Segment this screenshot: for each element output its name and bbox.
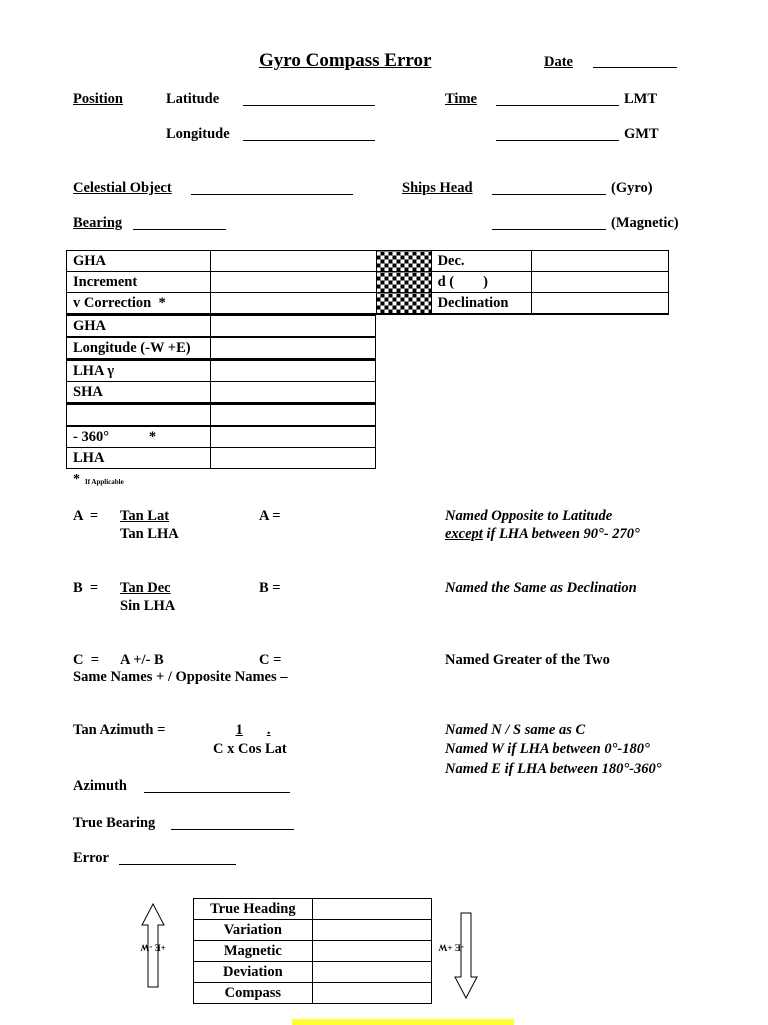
lmt-label: LMT bbox=[624, 91, 658, 107]
true-heading-label: True Heading bbox=[194, 899, 313, 920]
ships-head-magnetic-field[interactable] bbox=[492, 229, 606, 230]
table-row bbox=[67, 293, 669, 315]
footnote-star: * bbox=[73, 472, 80, 487]
arrow-down-label: -E +W bbox=[438, 942, 464, 953]
arrow-down-icon bbox=[453, 912, 479, 1000]
table-row bbox=[67, 316, 376, 338]
azimuth-note-3: Named E if LHA between 180°-360° bbox=[445, 761, 662, 777]
position-label: Position bbox=[73, 91, 123, 107]
table-row bbox=[194, 962, 432, 983]
declination-value-cell[interactable] bbox=[531, 293, 668, 315]
longitude-field[interactable] bbox=[243, 140, 375, 141]
date-field[interactable] bbox=[593, 67, 677, 68]
table-row bbox=[194, 983, 432, 1004]
formula-b-lhs: B = bbox=[73, 580, 99, 596]
table-row bbox=[67, 251, 669, 272]
gha-value-cell[interactable] bbox=[211, 251, 376, 272]
lha-aries-cell[interactable] bbox=[210, 360, 375, 382]
gha-total-cell[interactable] bbox=[210, 316, 375, 338]
azimuth-note-1: Named N / S same as C bbox=[445, 722, 586, 738]
gmt-label: GMT bbox=[624, 126, 659, 142]
lmt-field[interactable] bbox=[496, 105, 619, 106]
formula-c-sub: Same Names + / Opposite Names – bbox=[73, 669, 288, 685]
heading-table bbox=[193, 898, 432, 1004]
d-correction-label: d ( ) bbox=[431, 272, 531, 293]
footnote-text: If Applicable bbox=[85, 478, 124, 486]
table-row bbox=[67, 360, 376, 382]
latitude-label: Latitude bbox=[166, 91, 220, 107]
azimuth-field[interactable] bbox=[144, 792, 290, 793]
lha-aries-label: LHA γ bbox=[67, 360, 211, 382]
sha-cell[interactable] bbox=[210, 382, 375, 404]
table-row bbox=[194, 920, 432, 941]
except-text: except bbox=[445, 526, 483, 542]
true-bearing-field[interactable] bbox=[171, 829, 294, 830]
d-correction-value-cell[interactable] bbox=[531, 272, 668, 293]
magnetic-heading-cell[interactable] bbox=[312, 941, 431, 962]
tan-azimuth-numerator: 1 . bbox=[235, 722, 271, 738]
lha-label: LHA bbox=[67, 448, 211, 469]
table-row bbox=[67, 272, 669, 293]
table-row bbox=[67, 382, 376, 404]
formula-b-note: Named the Same as Declination bbox=[445, 580, 637, 596]
true-heading-cell[interactable] bbox=[312, 899, 431, 920]
v-correction-value-cell[interactable] bbox=[211, 293, 376, 315]
celestial-object-label: Celestial Object bbox=[73, 180, 172, 196]
lha-table bbox=[66, 315, 376, 469]
gha-label: GHA bbox=[67, 251, 211, 272]
bearing-label: Bearing bbox=[73, 215, 123, 231]
formula-c-note: Named Greater of the Two bbox=[445, 652, 610, 668]
shaded-cell bbox=[376, 251, 431, 272]
gha-dec-table bbox=[66, 250, 669, 315]
true-bearing-label: True Bearing bbox=[73, 815, 156, 831]
formula-a-note-2 bbox=[445, 526, 640, 543]
formula-c-expr: A +/- B bbox=[120, 652, 164, 668]
v-correction-label: v Correction * bbox=[67, 293, 211, 315]
formula-a-note: Named Opposite to Latitude bbox=[445, 508, 613, 524]
magnetic-label: (Magnetic) bbox=[611, 215, 679, 231]
azimuth-note-2: Named W if LHA between 0°-180° bbox=[445, 741, 650, 757]
increment-label: Increment bbox=[67, 272, 211, 293]
gmt-field[interactable] bbox=[496, 140, 619, 141]
latitude-field[interactable] bbox=[243, 105, 375, 106]
formula-a-numerator: Tan Lat bbox=[120, 508, 170, 524]
error-field[interactable] bbox=[119, 864, 236, 865]
page-title: Gyro Compass Error bbox=[259, 50, 432, 71]
minus-360-label: - 360° * bbox=[67, 426, 211, 448]
table-row bbox=[67, 426, 376, 448]
gha-total-label: GHA bbox=[67, 316, 211, 338]
table-row bbox=[67, 404, 376, 427]
variation-cell[interactable] bbox=[312, 920, 431, 941]
azimuth-label: Azimuth bbox=[73, 778, 127, 794]
table-row bbox=[67, 448, 376, 469]
formula-a-denominator: Tan LHA bbox=[120, 526, 179, 542]
compass-cell[interactable] bbox=[312, 983, 431, 1004]
highlight-bar bbox=[292, 1019, 514, 1025]
minus-360-cell[interactable] bbox=[210, 426, 375, 448]
table-row bbox=[67, 337, 376, 360]
celestial-object-field[interactable] bbox=[191, 194, 353, 195]
shaded-cell bbox=[376, 272, 431, 293]
formula-b-result: B = bbox=[259, 580, 281, 596]
ships-head-label: Ships Head bbox=[402, 180, 473, 196]
tan-azimuth-denominator: C x Cos Lat bbox=[213, 741, 287, 757]
error-label: Error bbox=[73, 850, 109, 866]
shaded-cell bbox=[376, 293, 431, 315]
declination-label: Declination bbox=[431, 293, 531, 315]
tan-azimuth-lhs: Tan Azimuth = bbox=[73, 722, 166, 738]
formula-a-result: A = bbox=[259, 508, 281, 524]
formula-c-result: C = bbox=[259, 652, 282, 668]
longitude-row-label: Longitude (-W +E) bbox=[67, 337, 211, 360]
arrow-up-label: +E -W bbox=[140, 942, 166, 953]
lha-cell[interactable] bbox=[210, 448, 375, 469]
longitude-row-cell[interactable] bbox=[210, 337, 375, 360]
bearing-field[interactable] bbox=[133, 229, 226, 230]
numerator-text: 1 bbox=[235, 722, 243, 738]
deviation-cell[interactable] bbox=[312, 962, 431, 983]
except-rest-text: if LHA between 90°- 270° bbox=[482, 526, 640, 542]
magnetic-heading-label: Magnetic bbox=[194, 941, 313, 962]
gyro-label: (Gyro) bbox=[611, 180, 653, 196]
dec-label: Dec. bbox=[431, 251, 531, 272]
sum-cell[interactable] bbox=[210, 404, 375, 427]
ships-head-gyro-field[interactable] bbox=[492, 194, 606, 195]
formula-c-lhs: C = bbox=[73, 652, 99, 668]
deviation-label: Deviation bbox=[194, 962, 313, 983]
compass-label: Compass bbox=[194, 983, 313, 1004]
table-row bbox=[194, 899, 432, 920]
increment-value-cell[interactable] bbox=[211, 272, 376, 293]
date-label: Date bbox=[544, 54, 573, 70]
variation-label: Variation bbox=[194, 920, 313, 941]
table-row bbox=[194, 941, 432, 962]
formula-a-lhs: A = bbox=[73, 508, 99, 524]
sha-label: SHA bbox=[67, 382, 211, 404]
dec-value-cell[interactable] bbox=[531, 251, 668, 272]
formula-b-denominator: Sin LHA bbox=[120, 598, 176, 614]
sum-label bbox=[67, 404, 211, 427]
formula-b-numerator: Tan Dec bbox=[120, 580, 171, 596]
time-label: Time bbox=[445, 91, 477, 107]
longitude-label: Longitude bbox=[166, 126, 230, 142]
